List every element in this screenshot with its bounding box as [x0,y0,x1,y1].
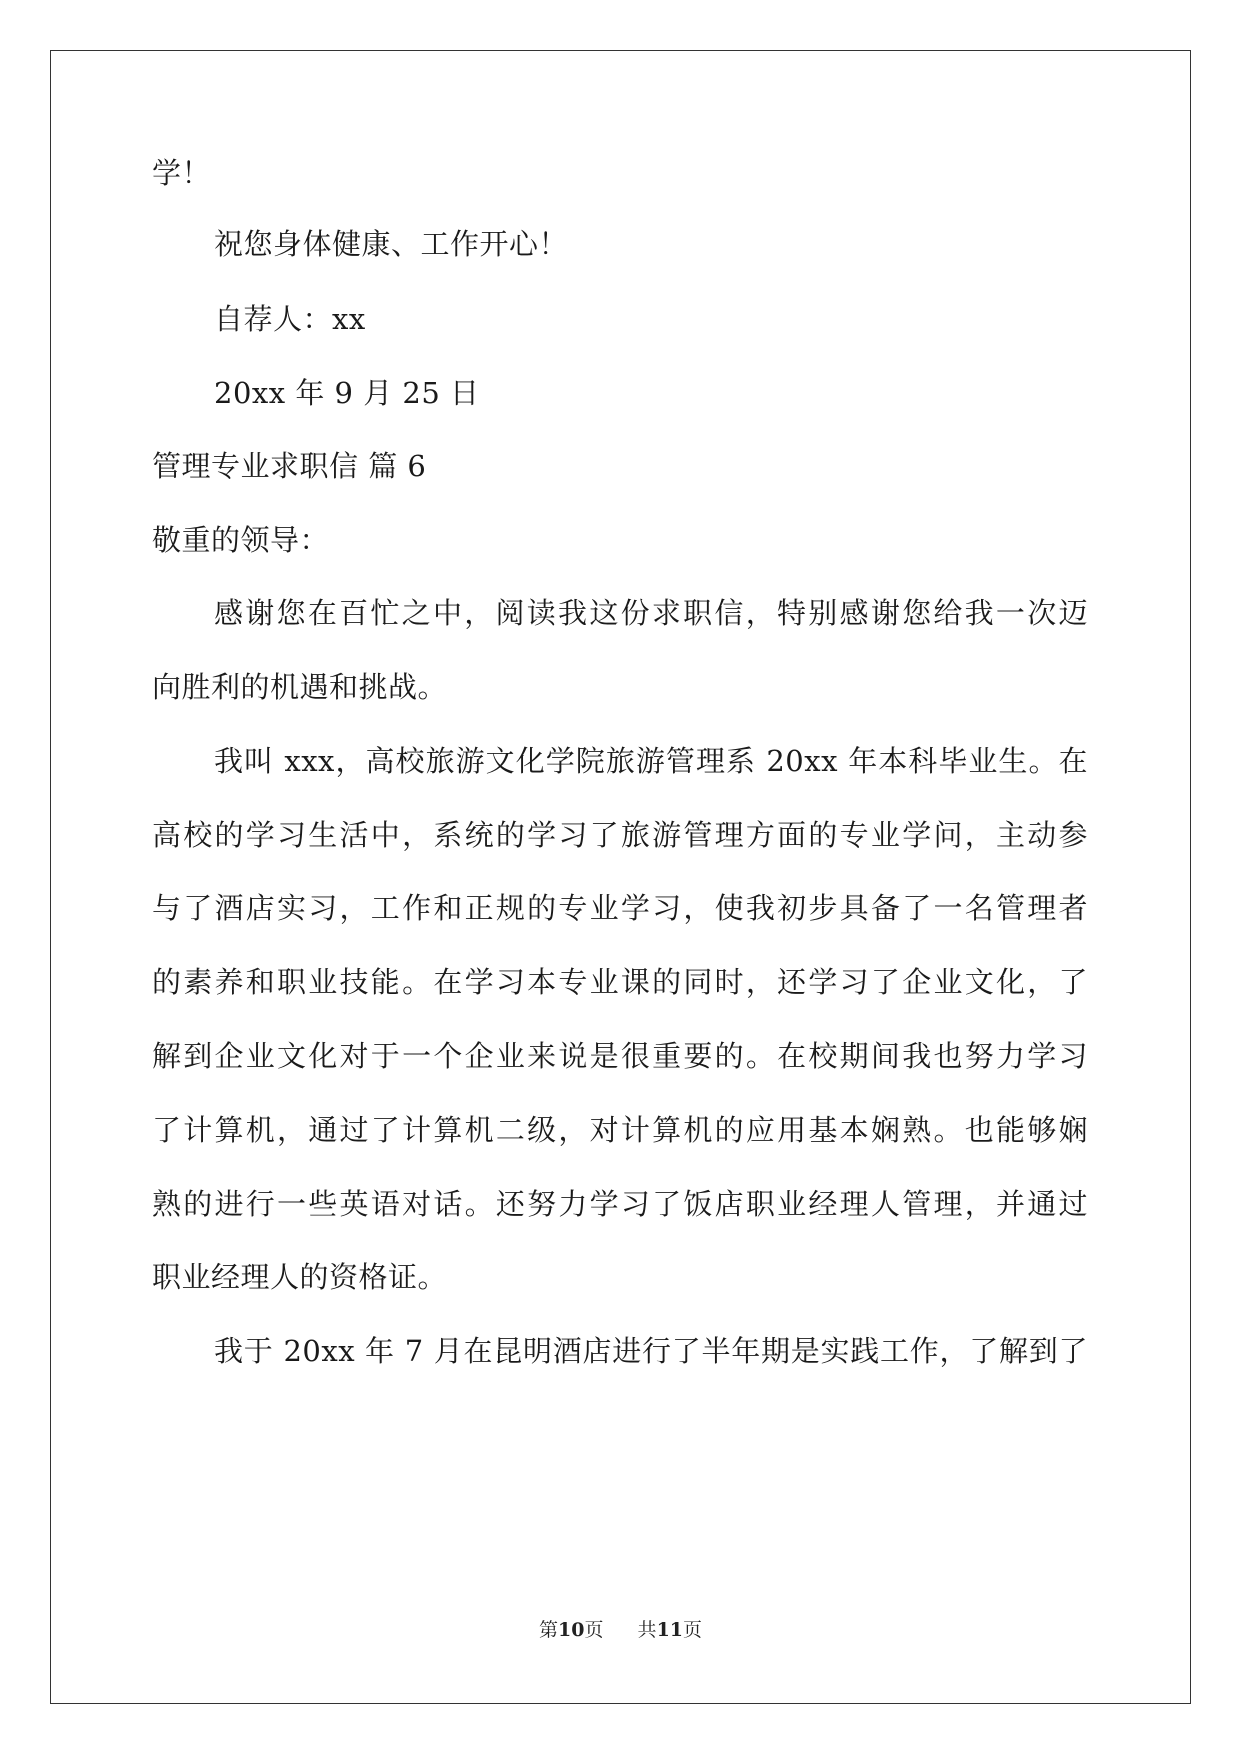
salutation: 敬重的领导： [152,523,330,557]
paragraph-line: 的素养和职业技能。在学习本专业课的同时，还学习了企业文化，了 [152,965,1088,999]
section-heading: 管理专业求职信 篇 6 [152,449,427,483]
paragraph-line: 了计算机，通过了计算机二级，对计算机的应用基本娴熟。也能够娴 [152,1113,1088,1147]
paragraph-line: 熟的进行一些英语对话。还努力学习了饭店职业经理人管理，并通过 [152,1187,1088,1221]
paragraph-line: 职业经理人的资格证。 [152,1260,448,1294]
paragraph-line: 我叫 xxx，高校旅游文化学院旅游管理系 20xx 年本科毕业生。在 [214,744,1088,778]
footer-page-number: 10 [557,1619,585,1641]
paragraph-line: 高校的学习生活中，系统的学习了旅游管理方面的专业学问，主动参 [152,818,1088,852]
paragraph-line: 解到企业文化对于一个企业来说是很重要的。在校期间我也努力学习 [152,1039,1088,1073]
text-line-signatory: 自荐人：xx [214,302,366,336]
footer-total-number: 11 [656,1619,684,1641]
page-footer [0,1618,1241,1642]
paragraph-line: 向胜利的机遇和挑战。 [152,670,448,704]
footer-page-prefix: 第 [538,1619,558,1641]
text-line-closing-wish: 祝您身体健康、工作开心！ [214,227,569,261]
footer-total-prefix: 共 [637,1619,657,1641]
paragraph-line: 我于 20xx 年 7 月在昆明酒店进行了半年期是实践工作，了解到了 [214,1334,1088,1368]
text-line-date: 20xx 年 9 月 25 日 [214,376,480,410]
footer-total-suffix: 页 [683,1619,703,1641]
footer-page-suffix: 页 [584,1619,604,1641]
text-line-continuation: 学！ [152,156,212,190]
paragraph-line: 感谢您在百忙之中，阅读我这份求职信，特别感谢您给我一次迈 [214,596,1088,630]
paragraph-line: 与了酒店实习，工作和正规的专业学习，使我初步具备了一名管理者 [152,891,1088,925]
page-border [50,50,1191,1704]
